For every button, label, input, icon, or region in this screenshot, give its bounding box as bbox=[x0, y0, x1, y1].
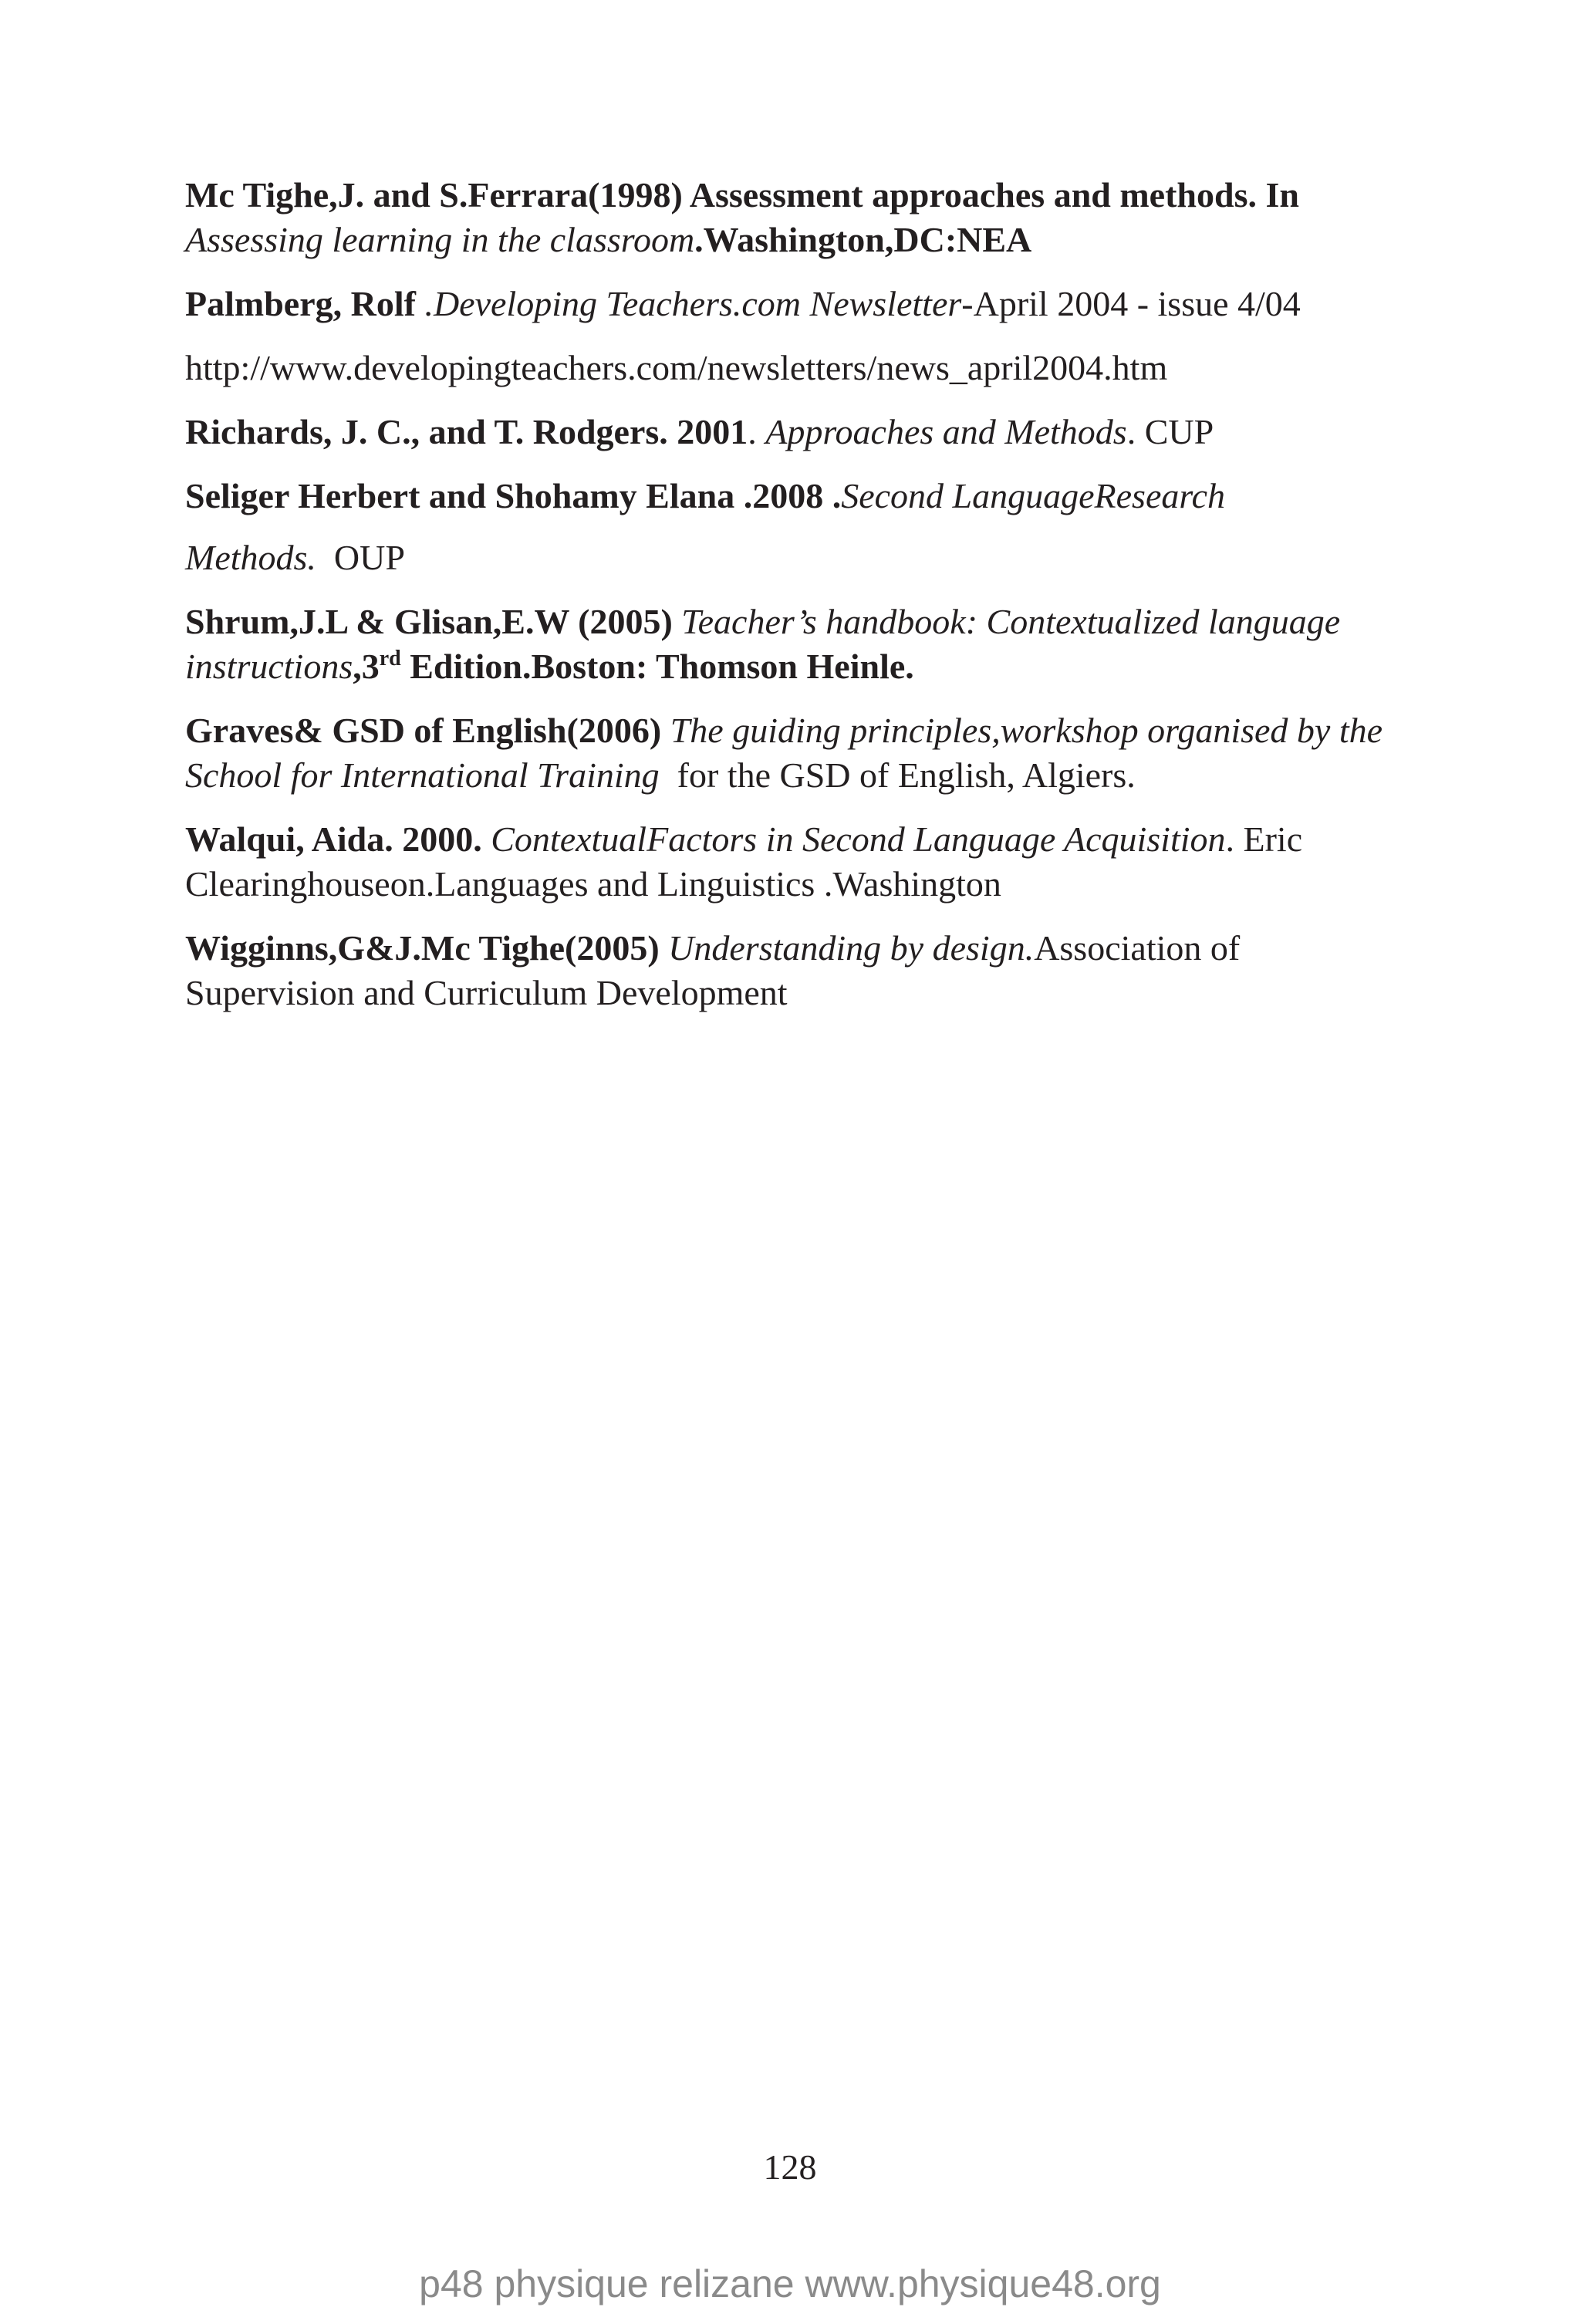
reference-title: Approaches and Methods bbox=[765, 412, 1127, 451]
reference-publisher: .Washington,DC:NEA bbox=[694, 220, 1032, 259]
reference-authors: Walqui, Aida. 2000. bbox=[185, 819, 482, 859]
page-number: 128 bbox=[763, 2147, 817, 2187]
reference-title: The guiding principles,workshop organised by the School for International Training bbox=[185, 711, 1383, 795]
reference-title: Second LanguageResearch bbox=[841, 476, 1225, 515]
reference-walqui bbox=[185, 817, 1389, 907]
reference-title: Teacher’s handbook: Contextualized language instructions bbox=[185, 602, 1341, 686]
reference-authors: Richards, J. C., and T. Rodgers. 2001 bbox=[185, 412, 748, 451]
reference-details: -April 2004 - issue 4/04 bbox=[961, 284, 1301, 323]
reference-details: for the GSD of English, Algiers. bbox=[677, 755, 1136, 795]
reference-punctuation: . bbox=[748, 412, 757, 451]
reference-authors: Palmberg, Rolf bbox=[185, 284, 416, 323]
reference-publisher: Edition.Boston: Thomson Heinle. bbox=[400, 647, 914, 686]
reference-graves-gsd bbox=[185, 708, 1389, 798]
reference-publisher: OUP bbox=[333, 538, 405, 577]
reference-details: . Eric Clearinghouseon.Languages and Linguistics .Washington bbox=[185, 819, 1303, 904]
reference-title: ContextualFactors in Second Language Acquisition bbox=[491, 819, 1226, 859]
reference-authors: Graves& GSD of English(2006) bbox=[185, 711, 662, 750]
reference-superscript: rd bbox=[379, 647, 401, 671]
reference-shrum-glisan bbox=[185, 600, 1389, 689]
reference-title: .Developing Teachers.com Newsletter bbox=[424, 284, 962, 323]
reference-seliger-shohamy bbox=[185, 474, 1389, 519]
reference-title: Assessing learning in the classroom bbox=[185, 220, 695, 259]
reference-authors: Mc Tighe,J. and S.Ferrara(1998) Assessment approaches and methods. In bbox=[185, 175, 1299, 214]
reference-palmberg bbox=[185, 282, 1389, 326]
reference-edition: ,3 bbox=[353, 647, 380, 686]
reference-url bbox=[185, 346, 1389, 390]
reference-richards-rodgers bbox=[185, 410, 1389, 454]
reference-authors: Wigginns,G&J.Mc Tighe(2005) bbox=[185, 928, 660, 968]
reference-wiggins-mctighe bbox=[185, 926, 1389, 1015]
footer-watermark: p48 physique relizane www.physique48.org bbox=[419, 2262, 1161, 2305]
reference-title: Methods. bbox=[185, 538, 316, 577]
reference-mctighe-ferrara bbox=[185, 173, 1389, 262]
reference-authors: Seliger Herbert and Shohamy Elana .2008 . bbox=[185, 476, 842, 515]
reference-publisher: . CUP bbox=[1126, 412, 1214, 451]
reference-list bbox=[185, 173, 1389, 1035]
reference-publisher: Association of Supervision and Curriculum Development bbox=[185, 928, 1241, 1012]
reference-authors: Shrum,J.L & Glisan,E.W (2005) bbox=[185, 602, 673, 641]
reference-seliger-shohamy-continued bbox=[185, 535, 1389, 580]
reference-link[interactable]: http://www.developingteachers.com/newsletters/news_april2004.htm bbox=[185, 348, 1168, 387]
reference-title: Understanding by design. bbox=[668, 928, 1035, 968]
